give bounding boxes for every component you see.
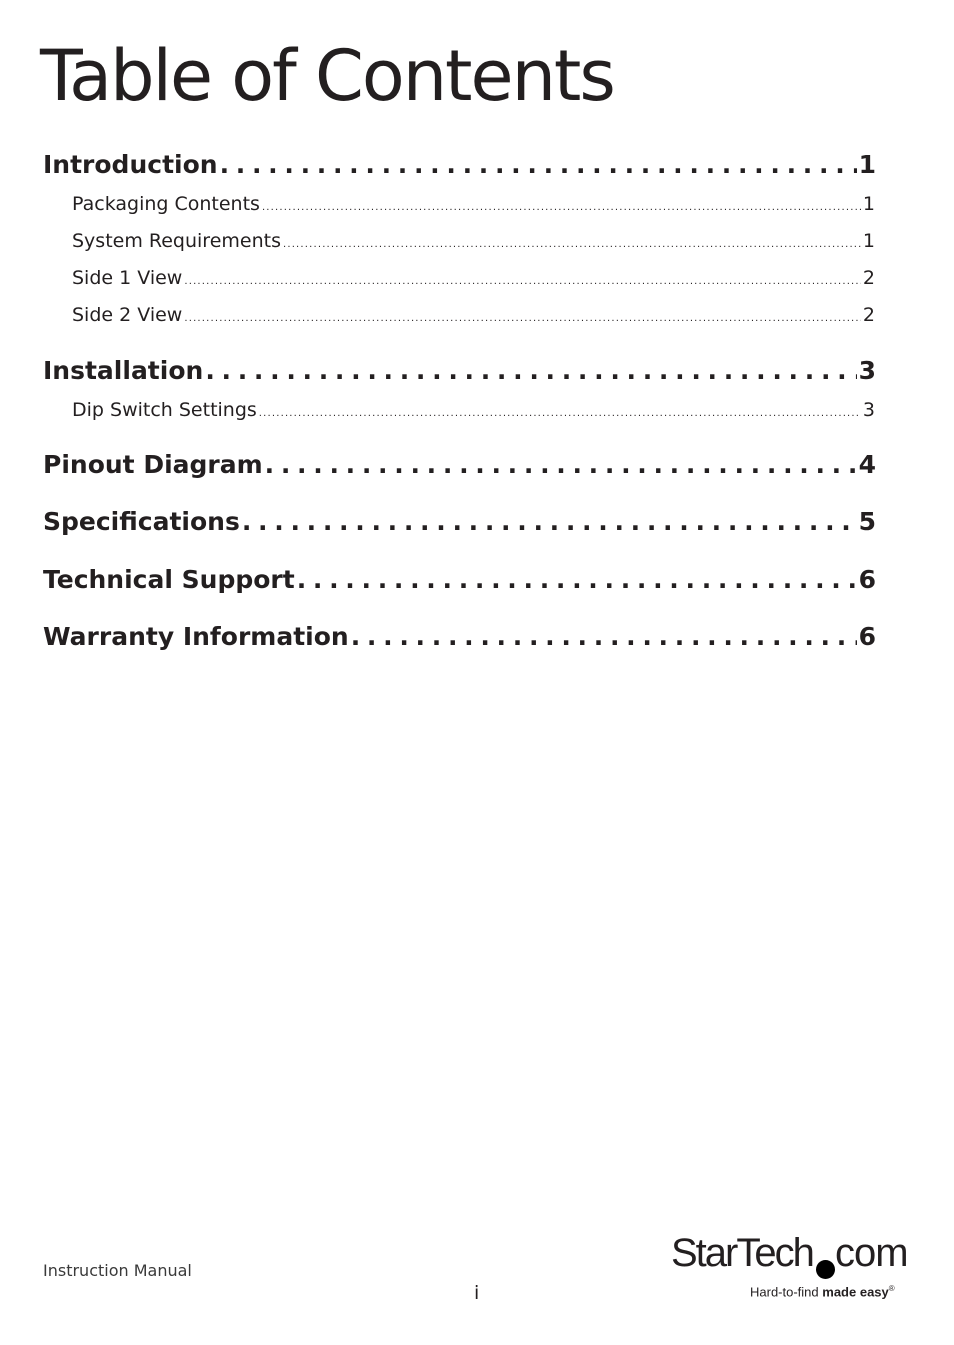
toc-entry-label: Dip Switch Settings [72, 399, 257, 421]
toc-entry-dip-switch-settings[interactable] [72, 397, 875, 427]
toc-entry-page: 6 [858, 622, 876, 651]
dot-leader [184, 269, 861, 295]
toc-entry-side-2-view[interactable] [72, 302, 875, 332]
toc-entry-installation[interactable] [43, 355, 876, 387]
toc-entry-label: Pinout Diagram [43, 450, 263, 479]
toc-entry-label: Packaging Contents [72, 193, 260, 215]
toc-entry-label: Technical Support [43, 565, 295, 594]
toc-entry-page: 4 [858, 450, 876, 479]
toc-entry-label: Side 2 View [72, 304, 183, 326]
toc-entry-label: Specifications [43, 507, 240, 536]
logo-tagline [750, 1284, 895, 1299]
logo-dot-icon [816, 1260, 835, 1279]
dot-leader [259, 401, 861, 427]
dot-leader [351, 621, 857, 653]
toc-entry-page: 5 [858, 507, 876, 536]
toc-entry-introduction[interactable] [43, 149, 876, 181]
toc-entry-label: Warranty Information [43, 622, 349, 651]
dot-leader [242, 506, 857, 538]
toc-entry-page: 1 [862, 230, 875, 252]
dot-leader [283, 232, 861, 258]
page-title: Table of Contents [40, 35, 614, 117]
toc-entry-page: 1 [862, 193, 875, 215]
toc-entry-label: Introduction [43, 150, 218, 179]
toc-entry-page: 3 [858, 356, 876, 385]
toc-entry-page: 6 [858, 565, 876, 594]
table-of-contents [43, 0, 876, 700]
toc-entry-page: 1 [858, 150, 876, 179]
toc-entry-side-1-view[interactable] [72, 265, 875, 295]
toc-entry-specifications[interactable] [43, 506, 876, 538]
toc-entry-packaging-contents[interactable] [72, 191, 875, 221]
toc-entry-warranty-information[interactable] [43, 621, 876, 653]
toc-entry-page: 2 [862, 267, 875, 289]
dot-leader [205, 355, 856, 387]
logo-suffix-text: com [835, 1231, 908, 1275]
toc-entry-page: 3 [862, 399, 875, 421]
footer-page-number: i [474, 1282, 480, 1304]
dot-leader [297, 564, 857, 596]
startech-logo [668, 1230, 913, 1305]
toc-entry-label: Side 1 View [72, 267, 183, 289]
toc-entry-technical-support[interactable] [43, 564, 876, 596]
dot-leader [184, 306, 861, 332]
toc-entry-pinout-diagram[interactable] [43, 449, 876, 481]
logo-tagline-regular: Hard-to-find [750, 1284, 819, 1300]
logo-tagline-bold: made easy [822, 1284, 889, 1300]
toc-entry-system-requirements[interactable] [72, 228, 875, 258]
logo-brand-text: StarTech [671, 1231, 813, 1275]
dot-leader [220, 149, 857, 181]
dot-leader [265, 449, 857, 481]
toc-entry-label: Installation [43, 356, 204, 385]
logo-registered-mark: ® [888, 1284, 895, 1293]
toc-entry-label: System Requirements [72, 230, 281, 252]
toc-entry-page: 2 [862, 304, 875, 326]
footer-document-type: Instruction Manual [43, 1261, 192, 1280]
dot-leader [262, 195, 861, 221]
